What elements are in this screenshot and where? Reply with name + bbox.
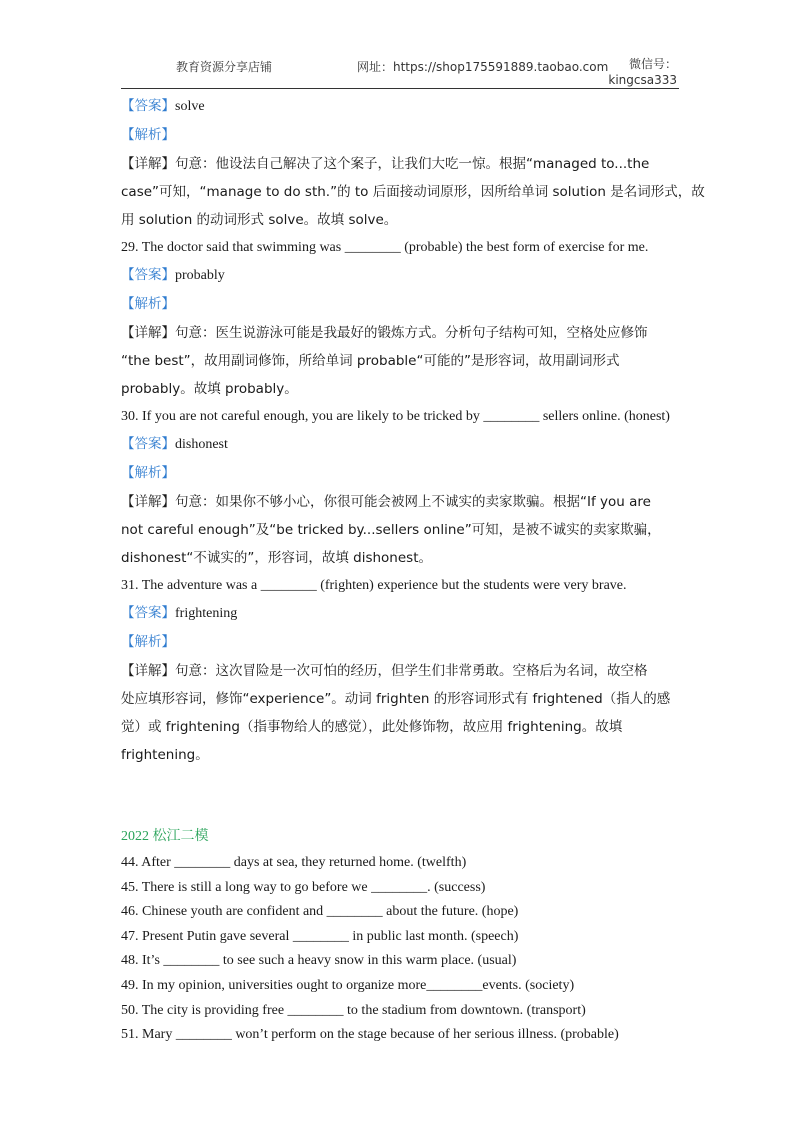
question-line: 46. Chinese youth are confident and ________ about the future. (hope) (121, 904, 519, 920)
shop-url: 网址：https://shop175591889.taobao.com (357, 60, 609, 74)
detail-line: 觉）或 frightening（指事物给人的感觉），此处修饰物，故应用 frightening。故填 (121, 719, 623, 735)
detail-line: 处应填形容词，修饰“experience”。动词 frighten 的形容词形式有 frightened（指人的感 (121, 691, 671, 707)
detail-line (121, 319, 681, 347)
question-line: 47. Present Putin gave several ________ in public last month. (speech) (121, 928, 519, 944)
answer-text: probably (175, 268, 225, 283)
question-line: 50. The city is providing free ________ to the stadium from downtown. (transport) (121, 1002, 586, 1018)
answer-tag: 【答案】 (121, 436, 175, 452)
question-line: 30. If you are not careful enough, you are likely to be tricked by ________ sellers online. (honest) (121, 409, 670, 424)
wechat-id: kingcsa333 (608, 73, 677, 87)
page-header (121, 52, 679, 89)
document-body (121, 92, 705, 1048)
detail-text: 句意：他设法自己解决了这个案子，让我们大吃一惊。根据“managed to...the (175, 156, 650, 172)
detail-tag: 【详解】 (121, 325, 175, 341)
answer-text: frightening (175, 606, 238, 621)
question-line: 51. Mary ________ won’t perform on the stage because of her serious illness. (probable) (121, 1027, 619, 1043)
detail-text: 句意：医生说游泳可能是我最好的锻炼方式。分析句子结构可知，空格处应修饰 (175, 325, 648, 341)
question-line: 29. The doctor said that swimming was ________ (probable) the best form of exercise for me. (121, 240, 649, 255)
question-line: 31. The adventure was a ________ (frighten) experience but the students were very brave. (121, 578, 627, 593)
detail-line (121, 488, 681, 516)
question-line: 49. In my opinion, universities ought to organize more________events. (society) (121, 977, 575, 993)
answer-text: solve (175, 99, 205, 114)
detail-line: case”可知，“manage to do sth.”的 to 后面接动词原形，因所给单词 solution 是名词形式，故 (121, 184, 705, 200)
detail-tag: 【详解】 (121, 156, 175, 172)
wechat-info (608, 56, 677, 88)
question-line: 44. After ________ days at sea, they returned home. (twelfth) (121, 855, 467, 870)
detail-line (121, 657, 681, 685)
detail-line: 用 solution 的动词形式 solve。故填 solve。 (121, 212, 398, 228)
answer-tag: 【答案】 (121, 267, 175, 283)
analysis-tag: 【解析】 (121, 127, 175, 143)
detail-line: probably。故填 probably。 (121, 381, 298, 397)
answer-line (121, 261, 681, 290)
detail-text: 句意：如果你不够小心，你很可能会被网上不诚实的卖家欺骗。根据“If you are (175, 494, 651, 510)
detail-line: frightening。 (121, 747, 209, 763)
section-title: 2022 松江二模 (121, 829, 209, 844)
answer-tag: 【答案】 (121, 98, 175, 114)
shop-name: 教育资源分享店铺 (176, 60, 273, 74)
analysis-tag: 【解析】 (121, 296, 175, 312)
answer-line (121, 430, 681, 459)
detail-tag: 【详解】 (121, 494, 175, 510)
analysis-line (121, 290, 681, 319)
question-line: 45. There is still a long way to go before we ________. (success) (121, 879, 486, 895)
detail-line: “the best”，故用副词修饰，所给单词 probable“可能的”是形容词，故用副词形式 (121, 353, 620, 369)
detail-tag: 【详解】 (121, 663, 175, 679)
detail-text: 句意：这次冒险是一次可怕的经历，但学生们非常勇敢。空格后为名词，故空格 (175, 663, 648, 679)
detail-line (121, 150, 681, 178)
question-line: 48. It’s ________ to see such a heavy snow in this warm place. (usual) (121, 953, 517, 969)
detail-line: not careful enough”及“be tricked by...sellers online”可知，是被不诚实的卖家欺骗， (121, 522, 661, 538)
detail-line: dishonest“不诚实的”，形容词，故填 dishonest。 (121, 550, 432, 566)
analysis-line (121, 628, 681, 657)
answer-text: dishonest (175, 437, 228, 452)
analysis-line (121, 459, 681, 488)
wechat-label: 微信号： (628, 57, 677, 71)
analysis-tag: 【解析】 (121, 465, 175, 481)
answer-line (121, 92, 681, 121)
analysis-tag: 【解析】 (121, 634, 175, 650)
answer-line (121, 599, 681, 628)
analysis-line (121, 121, 681, 150)
question-list (121, 851, 681, 1048)
answer-tag: 【答案】 (121, 605, 175, 621)
